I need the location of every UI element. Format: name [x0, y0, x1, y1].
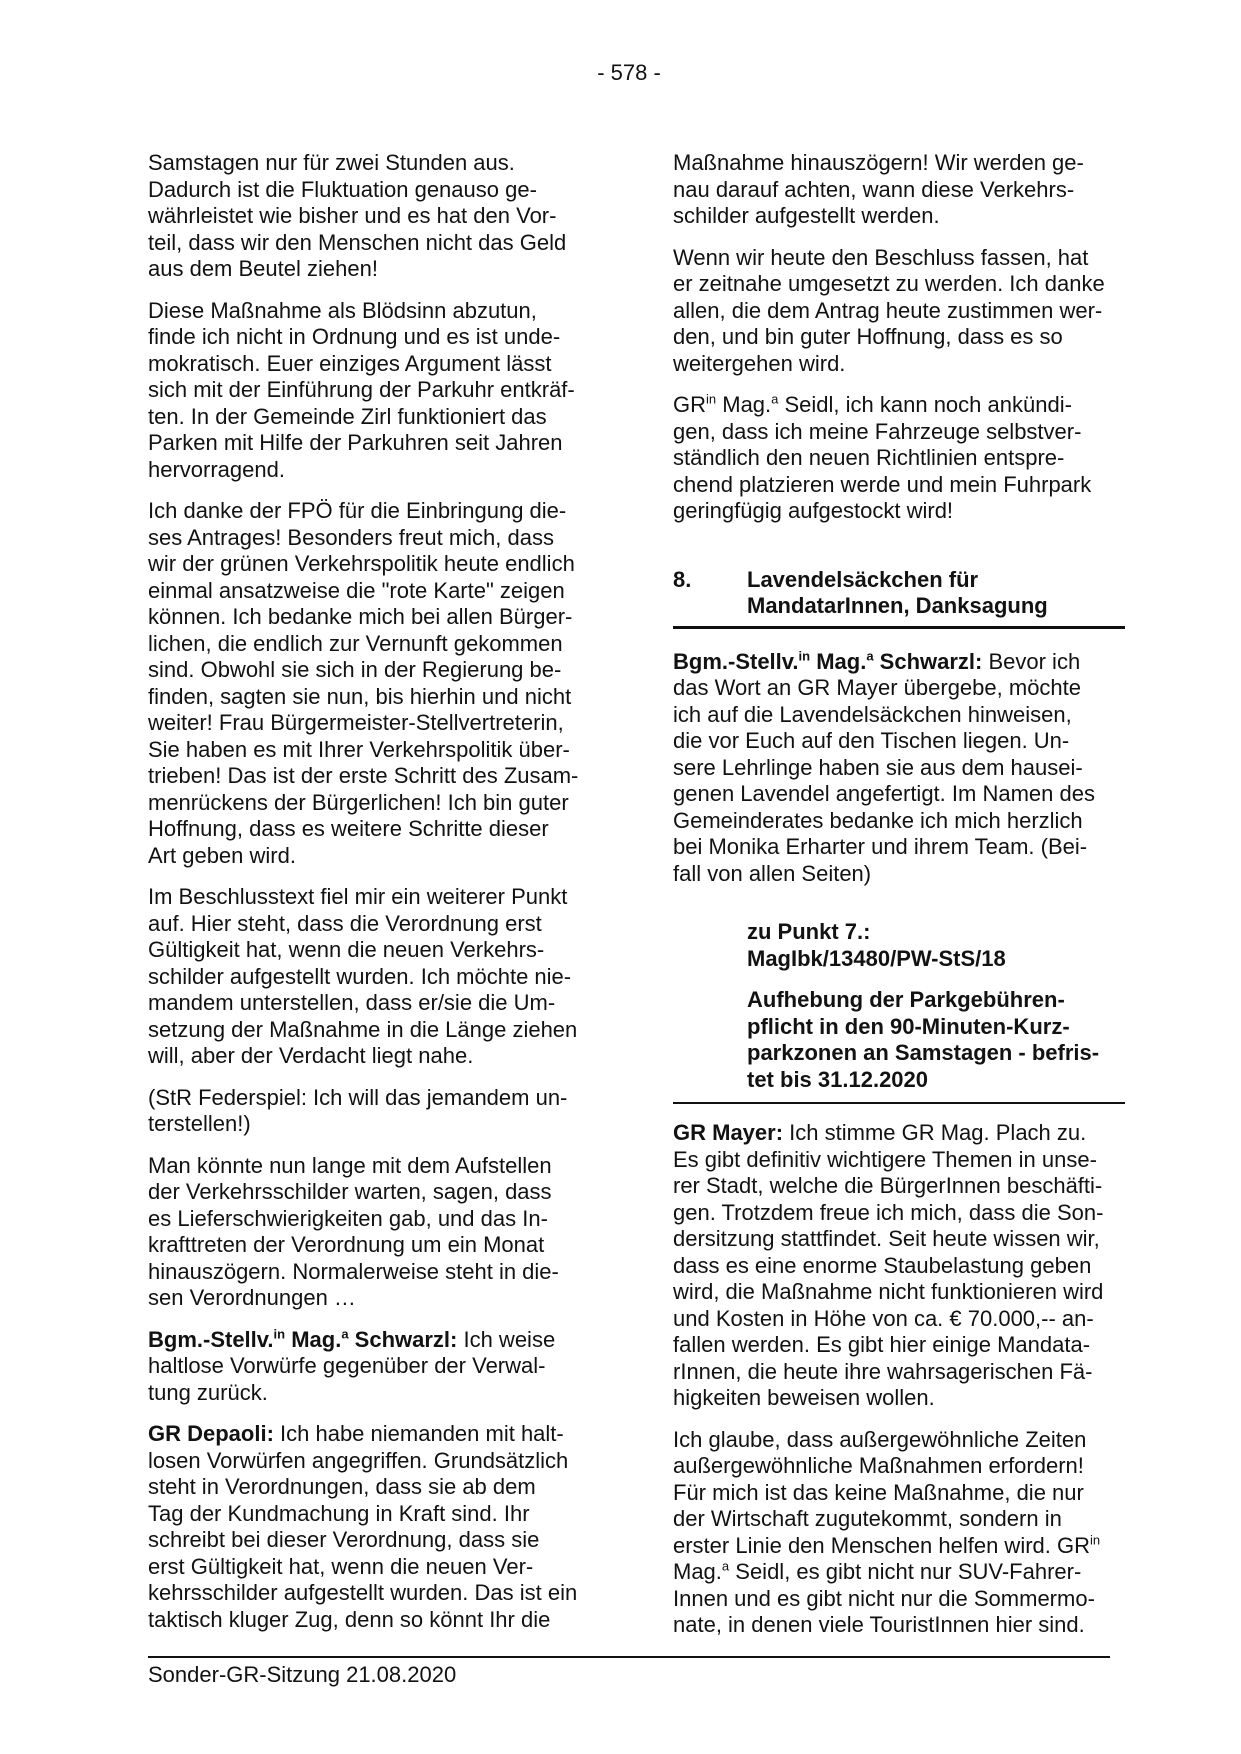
text-line: Hoffnung, dass es weitere Schritte dieser — [148, 816, 549, 841]
text-line: nau darauf achten, wann diese Verkehrs- — [673, 176, 1075, 202]
text-line: erst Gültigkeit hat, wenn die neuen Ver- — [148, 1553, 534, 1579]
text-line: chend platzieren werde und mein Fuhrpark — [673, 471, 1092, 497]
text-line: schilder aufgestellt wurden. Ich möchte nie- — [148, 963, 572, 989]
text-line: ses Antrages! Besonders freut mich, dass — [148, 524, 554, 550]
text-line: außergewöhnliche Maßnahmen erfordern! — [673, 1453, 1084, 1478]
text-line: hervorragend. — [148, 456, 285, 482]
text-line: terstellen!) — [148, 1111, 251, 1136]
text-line: sind. Obwohl sie sich in der Regierung be- — [148, 657, 562, 682]
text-line: das Wort an GR Mayer übergebe, möchte — [673, 675, 1082, 700]
footer-text: Sonder-GR-Sitzung 21.08.2020 — [148, 1662, 457, 1687]
text-line: weitergehen wird. — [673, 350, 846, 376]
text-line: fallen werden. Es gibt hier einige Mandata- — [673, 1332, 1091, 1357]
text-line: Parken mit Hilfe der Parkuhren seit Jahren — [148, 430, 563, 455]
text-line: Maßnahme hinauszögern! Wir werden ge- — [673, 150, 1084, 175]
section-heading-8 — [673, 567, 1125, 629]
text-line: und Kosten in Höhe von ca. € 70.000,-- an- — [673, 1305, 1094, 1331]
text-line: Lavendelsäckchen für — [747, 566, 979, 592]
text-line: den, und bin guter Hoffnung, dass es so — [673, 324, 1063, 349]
text-line: pflicht in den 90-Minuten-Kurz- — [747, 1013, 1070, 1039]
text-line: Wenn wir heute den Beschluss fassen, hat — [673, 244, 1089, 270]
page-number: - 578 - — [597, 60, 661, 85]
text-line: higkeiten beweisen wollen. — [673, 1385, 935, 1410]
text-line: Es gibt definitiv wichtigere Themen in unse- — [673, 1146, 1097, 1172]
text-line: wir der grünen Verkehrspolitik heute endlich — [148, 551, 575, 576]
text-line: gen. Trotzdem freue ich mich, dass die Son- — [673, 1199, 1104, 1225]
text-line: tung zurück. — [148, 1379, 268, 1405]
text-line: GR Depaoli: Ich habe niemanden mit halt- — [148, 1421, 564, 1446]
text-line: die vor Euch auf den Tischen liegen. Un- — [673, 728, 1070, 753]
text-line: $GR^{in}$ Mag.$^a$ Seidl, ich kann noch ankündi- — [673, 391, 1072, 417]
text-line: Gültigkeit hat, wenn die neuen Verkehrs- — [148, 937, 545, 962]
text-line: er zeitnahe umgesetzt zu werden. Ich danke — [673, 271, 1105, 296]
text-line: schilder aufgestellt werden. — [673, 203, 940, 228]
text-line: haltlose Vorwürfe gegenüber der Verwal- — [148, 1353, 546, 1378]
text-line: fall von allen Seiten) — [673, 860, 872, 886]
text-line: Tag der Kundmachung in Kraft sind. Ihr — [148, 1500, 530, 1526]
text-column-right — [673, 150, 1125, 1654]
text-line: Ich danke der FPÖ für die Einbringung die- — [148, 498, 567, 523]
text-line: Aufhebung der Parkgebühren- — [747, 987, 1065, 1012]
text-line: finden, sagten sie nun, bis hierhin und nicht — [148, 683, 572, 709]
text-line: GR Mayer: Ich stimme GR Mag. Plach zu. — [673, 1120, 1087, 1145]
text-line: Man könnte nun lange mit dem Aufstellen — [148, 1152, 552, 1178]
section-heading-text — [747, 567, 1048, 620]
text-line: Mag.$^a$ Seidl, es gibt nicht nur SUV-Fahrer- — [673, 1558, 1082, 1584]
text-line: ständlich den neuen Richtlinien entspre- — [673, 445, 1065, 470]
text-line: Sie haben es mit Ihrer Verkehrspolitik über- — [148, 736, 570, 762]
text-line: genen Lavendel angefertigt. Im Namen des — [673, 781, 1095, 806]
text-line: rInnen, die heute ihre wahrsagerischen Fä- — [673, 1358, 1093, 1384]
text-line: währleistet wie bisher und es hat den Vor- — [148, 203, 557, 228]
paragraph-hinauszoegern — [673, 150, 1125, 230]
text-line: einmal ansatzweise die "rote Karte" zeigen — [148, 577, 565, 603]
text-line: trieben! Das ist der erste Schritt des Zusam- — [148, 763, 579, 788]
text-line: allen, die dem Antrag heute zustimmen wer- — [673, 297, 1103, 323]
paragraph-beschlusstext — [148, 884, 600, 1070]
paragraph-danke-fpoe — [148, 498, 600, 869]
text-line: ten. In der Gemeinde Zirl funktioniert das — [148, 403, 547, 429]
paragraph-ankuendigung-seidl — [673, 392, 1125, 525]
text-line: (StR Federspiel: Ich will das jemandem un- — [148, 1084, 568, 1110]
text-line: wird, die Maßnahme nicht funktionieren wird — [673, 1279, 1104, 1304]
text-line: sich mit der Einführung der Parkuhr entkräf- — [148, 377, 575, 402]
text-line: auf. Hier steht, dass die Verordnung erst — [148, 910, 542, 936]
text-line: Diese Maßnahme als Blödsinn abzutun, — [148, 297, 537, 323]
paragraph-aussergewoehnliche-zeiten — [673, 1427, 1125, 1639]
text-line: MagIbk/13480/PW-StS/18 — [747, 945, 1006, 971]
text-line: sen Verordnungen … — [148, 1285, 356, 1310]
text-line: MandatarInnen, Danksagung — [747, 593, 1048, 618]
text-line: geringfügig aufgestockt wird! — [673, 498, 954, 523]
text-line: schreibt bei dieser Verordnung, dass sie — [148, 1527, 540, 1552]
text-line: finde ich nicht in Ordnung und es ist unde- — [148, 324, 561, 349]
text-line: Bgm.-Stellv.$^{in}$ Mag.$^a$ Schwarzl: Bevor ich — [673, 648, 1081, 674]
text-line: weiter! Frau Bürgermeister-Stellvertreterin, — [148, 710, 564, 735]
paragraph-beschluss-fassen — [673, 245, 1125, 378]
paragraph-man-koennte — [148, 1153, 600, 1312]
text-line: hinauszögern. Normalerweise steht in die- — [148, 1258, 559, 1284]
text-line: mokratisch. Euer einziges Argument lässt — [148, 350, 552, 376]
text-line: taktisch kluger Zug, denn so könnt Ihr die — [148, 1606, 551, 1632]
text-line: Samstagen nur für zwei Stunden aus. — [148, 150, 515, 175]
footer-divider — [148, 1656, 1110, 1658]
text-line: Im Beschlusstext fiel mir ein weiterer Punkt — [148, 884, 568, 909]
text-line: der Wirtschaft zugutekommt, sondern in — [673, 1506, 1062, 1531]
text-line: rer Stadt, welche die BürgerInnen beschäfti- — [673, 1173, 1103, 1198]
text-line: der Verkehrsschilder warten, sagen, dass — [148, 1179, 552, 1204]
text-column-left — [148, 150, 600, 1648]
section-number: 8. — [673, 566, 692, 592]
paragraph-zwischenruf-federspiel — [148, 1085, 600, 1138]
text-line: erster Linie den Menschen helfen wird. $GR^{in}$ — [673, 1532, 1101, 1558]
paragraph-depaoli — [148, 1421, 600, 1633]
text-line: will, aber der Verdacht liegt nahe. — [148, 1043, 474, 1068]
text-line: Innen und es gibt nicht nur die Sommermo- — [673, 1585, 1095, 1611]
text-line: tet bis 31.12.2020 — [747, 1066, 929, 1092]
text-line: nate, in denen viele TouristInnen hier sind. — [673, 1612, 1085, 1637]
text-line: teil, dass wir den Menschen nicht das Geld — [148, 229, 567, 255]
text-line: aus dem Beutel ziehen! — [148, 256, 378, 281]
text-line: gen, dass ich meine Fahrzeuge selbstver- — [673, 418, 1082, 444]
text-line: Ich glaube, dass außergewöhnliche Zeiten — [673, 1426, 1087, 1452]
text-line: können. Ich bedanke mich bei allen Bürger- — [148, 604, 573, 629]
text-line: menrückens der Bürgerlichen! Ich bin guter — [148, 789, 569, 815]
text-line: kehrsschilder aufgestellt wurden. Das ist ein — [148, 1580, 578, 1605]
text-line: Dadurch ist die Fluktuation genauso ge- — [148, 176, 537, 202]
text-line: losen Vorwürfen angegriffen. Grundsätzlich — [148, 1447, 569, 1473]
text-line: Für mich ist das keine Maßnahme, die nur — [673, 1479, 1084, 1505]
paragraph-samstagen — [148, 150, 600, 283]
paragraph-schwarzl-lavendel — [673, 649, 1125, 888]
text-line: bei Monika Erharter und ihrem Team. (Bei- — [673, 834, 1088, 859]
text-line: sere Lehrlinge haben sie aus dem hausei- — [673, 754, 1083, 780]
text-line: lichen, die endlich zur Vernunft gekommen — [148, 630, 563, 656]
text-line: steht in Verordnungen, dass sie ab dem — [148, 1474, 536, 1499]
text-line: Bgm.-Stellv.$^{in}$ Mag.$^a$ Schwarzl: Ich weise — [148, 1326, 556, 1352]
paragraph-mayer — [673, 1120, 1125, 1412]
reference-punkt-7 — [673, 919, 1125, 972]
paragraph-schwarzl-zurueckweisung — [148, 1327, 600, 1407]
motion-heading-parkgebuehren — [673, 987, 1125, 1104]
text-line: setzung der Maßnahme in die Länge ziehen — [148, 1016, 578, 1042]
paragraph-massnahme-bloedsinn — [148, 298, 600, 484]
text-line: dersitzung stattfindet. Seit heute wissen wir, — [673, 1226, 1100, 1251]
text-line: Art geben wird. — [148, 842, 296, 868]
text-line: krafttreten der Verordnung um ein Monat — [148, 1232, 545, 1257]
text-line: Gemeinderates bedanke ich mich herzlich — [673, 807, 1083, 833]
text-line: dass es eine enorme Staubelastung geben — [673, 1252, 1092, 1278]
text-line: es Lieferschwierigkeiten gab, und das In- — [148, 1205, 548, 1231]
text-line: parkzonen an Samstagen - befris- — [747, 1040, 1100, 1065]
text-line: mandem unterstellen, dass er/sie die Um- — [148, 990, 556, 1015]
text-line: ich auf die Lavendelsäckchen hinweisen, — [673, 701, 1072, 727]
text-line: zu Punkt 7.: — [747, 919, 871, 944]
